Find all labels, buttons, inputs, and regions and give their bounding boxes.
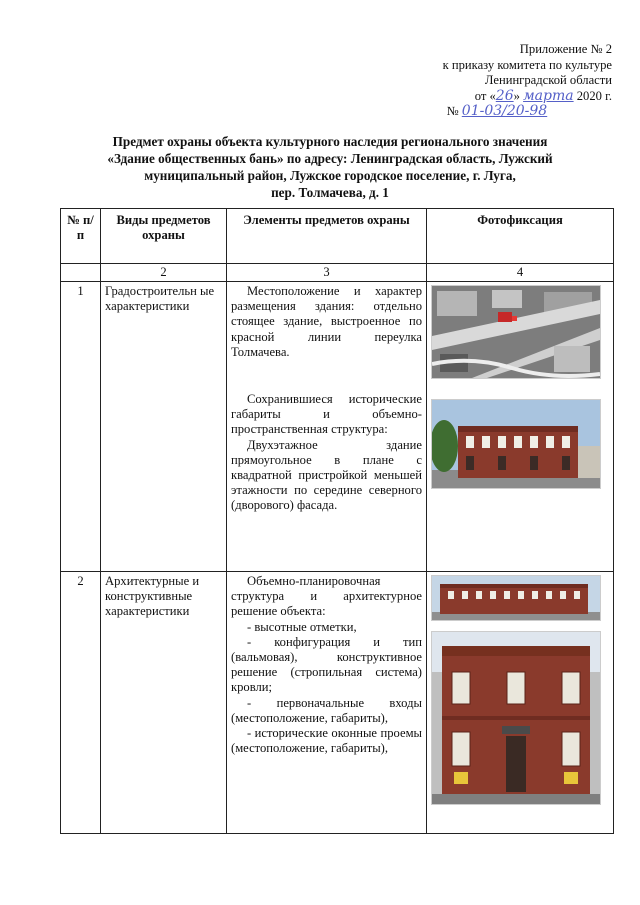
row-num: 1 <box>61 282 101 572</box>
handwritten-month: марта <box>523 87 574 104</box>
header-photo: Фотофиксация <box>427 209 614 264</box>
row-photos <box>427 572 614 834</box>
aerial-map-photo <box>431 285 601 379</box>
list-item: - первоначальные входы (местоположение, габариты), <box>231 695 422 725</box>
handwritten-day: 26 <box>495 87 514 104</box>
table-row <box>61 572 614 834</box>
row-type: Архитектурные и конструктивные характеристики <box>101 572 227 834</box>
document-title: Предмет охраны объекта культурного наследия регионального значения «Здание общественных бань» по адресу: Ленинградская область, Лужский муниципальный район, Лужское городское поселение, г. Луга, пер. Толмачева, д. 1 <box>107 134 553 200</box>
list-item: - высотные отметки, <box>247 619 357 634</box>
header-num: № п/п <box>61 209 101 264</box>
elem-intro: Объемно-планировочная структура и архитектурное решение объекта: <box>231 574 422 619</box>
north-facade-photo <box>431 631 601 805</box>
street-facade-photo <box>431 575 601 621</box>
list-item: - конфигурация и тип (вальмовая), конструктивное решение (стропильная система) кровли; <box>231 634 422 695</box>
appendix-line3: Ленинградской области <box>484 73 612 87</box>
elem-dimensions: Сохранившиеся исторические габариты и объемно-пространственная структура: <box>231 392 422 437</box>
row-elements <box>227 572 427 834</box>
elem-location: Местоположение и характер размещения здания: отдельно стоящее здание, выстроенное по красной линии переулка Толмачева. <box>231 284 422 359</box>
appendix-block <box>443 42 612 120</box>
table-row <box>61 282 614 572</box>
appendix-number: № 01-03/20-98 <box>446 103 548 119</box>
appendix-line1: Приложение № 2 <box>519 42 612 56</box>
row-elements <box>227 282 427 572</box>
column-number-row: 2 3 4 <box>61 264 614 282</box>
elem-structure: Двухэтажное здание прямоугольное в плане с квадратной пристройкой меньшей этажности по середине северного (дворового) фасада. <box>231 437 422 513</box>
row-type: Градостроительн ые характеристики <box>101 282 227 572</box>
header-row <box>61 209 614 264</box>
row-num: 2 <box>61 572 101 834</box>
row-photos <box>427 282 614 572</box>
building-facade-photo <box>431 399 601 489</box>
header-type: Виды предметов охраны <box>101 209 227 264</box>
handwritten-number: 01-03/20-98 <box>461 103 548 119</box>
appendix-line2: к приказу комитета по культуре <box>442 57 612 72</box>
protection-table <box>60 208 614 834</box>
header-elements: Элементы предметов охраны <box>227 209 427 264</box>
appendix-date: от «26» марта 2020 г. <box>474 87 612 104</box>
list-item: - исторические оконные проемы (местоположение, габариты), <box>231 726 422 756</box>
